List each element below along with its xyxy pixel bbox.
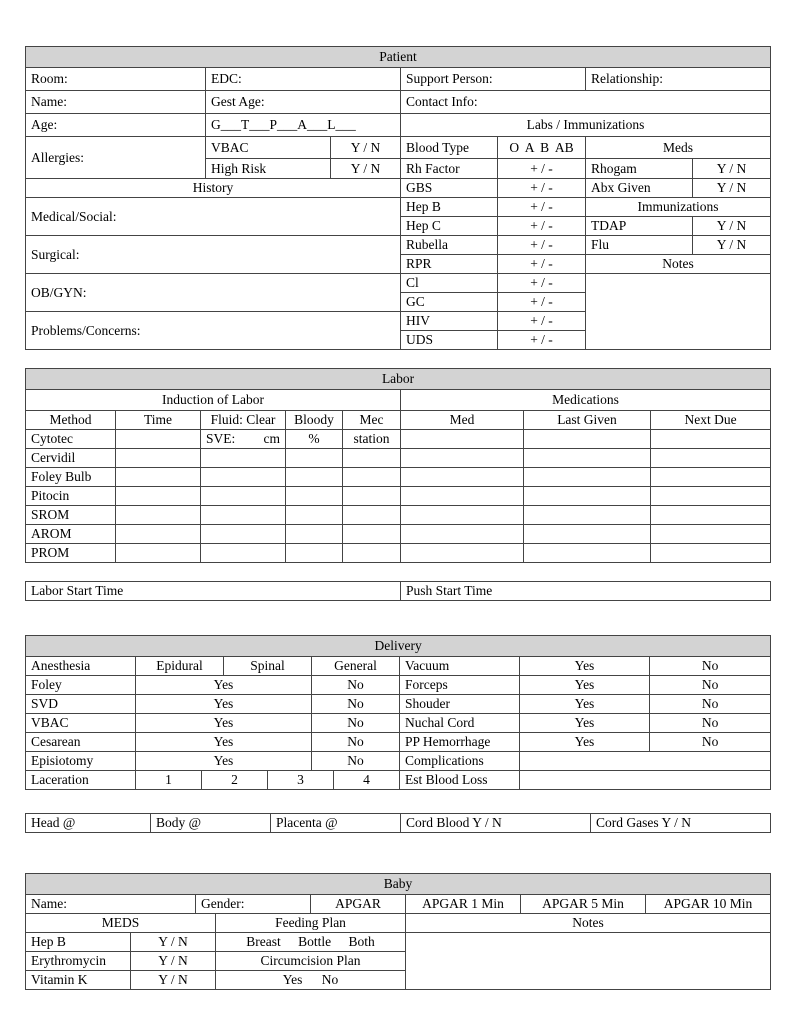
blank-cell [401,468,524,487]
edc-label: EDC: [206,68,401,91]
feeding-plan-header: Feeding Plan [216,914,406,933]
complications-field [520,752,771,771]
blank-cell [286,449,343,468]
support-person-label: Support Person: [401,68,586,91]
blank-cell [116,449,201,468]
vbac-no: No [312,714,400,733]
lab-value-gbs: + / - [498,179,586,198]
vbac-yes: Yes [136,714,312,733]
medications-header: Medications [401,390,771,411]
surgical-label: Surgical: [26,236,401,274]
method-arom: AROM [26,525,116,544]
start-times-row [25,581,771,601]
gtpal-field: G___T___P___A___L___ [206,114,401,137]
nuchal-cord-no: No [650,714,771,733]
immunizations-header: Immunizations [586,198,771,217]
delivery-section-header: Delivery [26,636,771,657]
episiotomy-no: No [312,752,400,771]
blank-cell [343,468,401,487]
blank-cell [343,525,401,544]
blank-cell [116,506,201,525]
sve-station-label: station [343,430,401,449]
lab-value-hep-b: + / - [498,198,586,217]
forceps-yes: Yes [520,676,650,695]
history-header: History [26,179,401,198]
blank-cell [524,487,651,506]
flu-label: Flu [586,236,693,255]
head-at-label: Head @ [26,814,151,833]
blank-cell [651,506,771,525]
pp-hemorrhage-yes: Yes [520,733,650,752]
tdap-label: TDAP [586,217,693,236]
baby-notes-header: Notes [406,914,771,933]
baby-med-erythromycin: Erythromycin [26,952,131,971]
svd-label: SVD [26,695,136,714]
blank-cell [651,430,771,449]
lab-value-hep-c: + / - [498,217,586,236]
blank-cell [651,487,771,506]
baby-section [25,873,771,990]
method-srom: SROM [26,506,116,525]
vbac-delivery-label: VBAC [26,714,136,733]
induction-of-labor-header: Induction of Labor [26,390,401,411]
problems-concerns-label: Problems/Concerns: [26,312,401,350]
blank-cell [651,525,771,544]
blank-cell [651,449,771,468]
high-risk-label: High Risk [206,159,331,179]
baby-meds-header: MEDS [26,914,216,933]
method-pitocin: Pitocin [26,487,116,506]
lab-name-gbs: GBS [401,179,498,198]
allergies-label: Allergies: [26,137,206,179]
blank-cell [524,525,651,544]
foley-no: No [312,676,400,695]
blank-cell [343,487,401,506]
circumcision-plan-label: Circumcision Plan [216,952,406,971]
name-label: Name: [26,91,206,114]
vbac-yn: Y / N [331,137,401,159]
vbac-label: VBAC [206,137,331,159]
svd-no: No [312,695,400,714]
method-cervidil: Cervidil [26,449,116,468]
notes-header: Notes [586,255,771,274]
blank-cell [401,430,524,449]
blank-cell [651,468,771,487]
anesthesia-spinal: Spinal [224,657,312,676]
blank-cell [201,487,286,506]
lab-name-blood-type: Blood Type [401,137,498,159]
baby-med-hep-b-yn: Y / N [131,933,216,952]
sve-percent-label: % [286,430,343,449]
foley-yes: Yes [136,676,312,695]
feeding-options: Breast Bottle Both [216,933,406,952]
blank-cell [286,544,343,563]
circumcision-options: Yes No [216,971,406,990]
last-given-col-header: Last Given [524,411,651,430]
contact-info-label: Contact Info: [401,91,771,114]
blank-cell [201,449,286,468]
nuchal-cord-label: Nuchal Cord [400,714,520,733]
blank-cell [116,487,201,506]
cord-gases-label: Cord Gases Y / N [591,814,771,833]
cesarean-label: Cesarean [26,733,136,752]
notes-area [586,274,771,350]
med-col-header: Med [401,411,524,430]
lab-value-uds: + / - [498,331,586,350]
blank-cell [401,544,524,563]
room-label: Room: [26,68,206,91]
method-col-header: Method [26,411,116,430]
blank-cell [201,525,286,544]
gest-age-label: Gest Age: [206,91,401,114]
rhogam-yn: Y / N [693,159,771,179]
blank-cell [116,430,201,449]
lab-name-hep-b: Hep B [401,198,498,217]
complications-label: Complications [400,752,520,771]
lab-value-hiv: + / - [498,312,586,331]
est-blood-loss-label: Est Blood Loss [400,771,520,790]
vacuum-label: Vacuum [400,657,520,676]
apgar-5min-header: APGAR 5 Min [521,895,646,914]
blank-cell [286,506,343,525]
blank-cell [201,506,286,525]
lab-value-rpr: + / - [498,255,586,274]
lab-value-cl: + / - [498,274,586,293]
patient-section [25,46,771,350]
cesarean-no: No [312,733,400,752]
episiotomy-yes: Yes [136,752,312,771]
episiotomy-label: Episiotomy [26,752,136,771]
baby-med-vitamin-k: Vitamin K [26,971,131,990]
est-blood-loss-field [520,771,771,790]
blank-cell [201,468,286,487]
pp-hemorrhage-label: PP Hemorrhage [400,733,520,752]
laceration-label: Laceration [26,771,136,790]
baby-section-header: Baby [26,874,771,895]
shoulder-label: Shouder [400,695,520,714]
laceration-grade-3: 3 [268,771,334,790]
method-cytotec: Cytotec [26,430,116,449]
patient-section-header: Patient [26,47,771,68]
blank-cell [286,468,343,487]
blank-cell [524,506,651,525]
svd-yes: Yes [136,695,312,714]
labor-section-header: Labor [26,369,771,390]
time-col-header: Time [116,411,201,430]
blank-cell [116,525,201,544]
baby-med-erythromycin-yn: Y / N [131,952,216,971]
lab-name-rubella: Rubella [401,236,498,255]
meds-header: Meds [586,137,771,159]
blank-cell [343,544,401,563]
lab-name-uds: UDS [401,331,498,350]
shoulder-yes: Yes [520,695,650,714]
blank-cell [524,430,651,449]
medical-social-label: Medical/Social: [26,198,401,236]
abx-given-label: Abx Given [586,179,693,198]
blank-cell [201,544,286,563]
high-risk-yn: Y / N [331,159,401,179]
age-label: Age: [26,114,206,137]
blank-cell [401,506,524,525]
blank-cell [116,468,201,487]
blank-cell [401,449,524,468]
sve-label: SVE: [206,431,236,446]
lab-name-gc: GC [401,293,498,312]
sve-cm-label: cm [263,431,280,446]
lab-name-hep-c: Hep C [401,217,498,236]
blank-cell [651,544,771,563]
baby-name-label: Name: [26,895,196,914]
relationship-label: Relationship: [586,68,771,91]
laceration-grade-1: 1 [136,771,202,790]
labor-section [25,368,771,563]
blank-cell [343,506,401,525]
lab-value-gc: + / - [498,293,586,312]
baby-med-vitamin-k-yn: Y / N [131,971,216,990]
apgar-label: APGAR [311,895,406,914]
blank-cell [116,544,201,563]
apgar-10min-header: APGAR 10 Min [646,895,771,914]
blank-cell [401,525,524,544]
placenta-at-label: Placenta @ [271,814,401,833]
pp-hemorrhage-no: No [650,733,771,752]
lab-name-hiv: HIV [401,312,498,331]
lab-value-blood-type: O A B AB [498,137,586,159]
lab-value-rubella: + / - [498,236,586,255]
labor-start-time-label: Labor Start Time [26,582,401,601]
blank-cell [401,487,524,506]
lab-value-rh-factor: + / - [498,159,586,179]
blank-cell [524,449,651,468]
body-at-label: Body @ [151,814,271,833]
blank-cell [524,468,651,487]
anesthesia-general: General [312,657,400,676]
blank-cell [286,525,343,544]
sve-cell [201,430,286,449]
cord-blood-label: Cord Blood Y / N [401,814,591,833]
next-due-col-header: Next Due [651,411,771,430]
baby-notes-area [406,933,771,990]
method-foley-bulb: Foley Bulb [26,468,116,487]
fluid-clear-col-header: Fluid: Clear [201,411,286,430]
foley-label: Foley [26,676,136,695]
vacuum-yes: Yes [520,657,650,676]
baby-med-hep-b: Hep B [26,933,131,952]
fluid-mec-col-header: Mec [343,411,401,430]
apgar-1min-header: APGAR 1 Min [406,895,521,914]
flu-yn: Y / N [693,236,771,255]
forceps-label: Forceps [400,676,520,695]
obgyn-label: OB/GYN: [26,274,401,312]
placement-row [25,813,771,833]
baby-gender-label: Gender: [196,895,311,914]
blank-cell [343,449,401,468]
lab-name-rpr: RPR [401,255,498,274]
labs-immunizations-header: Labs / Immunizations [401,114,771,137]
anesthesia-epidural: Epidural [136,657,224,676]
nuchal-cord-yes: Yes [520,714,650,733]
method-prom: PROM [26,544,116,563]
vacuum-no: No [650,657,771,676]
rhogam-label: Rhogam [586,159,693,179]
tdap-yn: Y / N [693,217,771,236]
laceration-grade-2: 2 [202,771,268,790]
delivery-section [25,635,771,790]
blank-cell [524,544,651,563]
lab-name-cl: Cl [401,274,498,293]
shoulder-no: No [650,695,771,714]
push-start-time-label: Push Start Time [401,582,771,601]
fluid-bloody-col-header: Bloody [286,411,343,430]
forceps-no: No [650,676,771,695]
blank-cell [286,487,343,506]
cesarean-yes: Yes [136,733,312,752]
anesthesia-label: Anesthesia [26,657,136,676]
abx-given-yn: Y / N [693,179,771,198]
lab-name-rh-factor: Rh Factor [401,159,498,179]
laceration-grade-4: 4 [334,771,400,790]
